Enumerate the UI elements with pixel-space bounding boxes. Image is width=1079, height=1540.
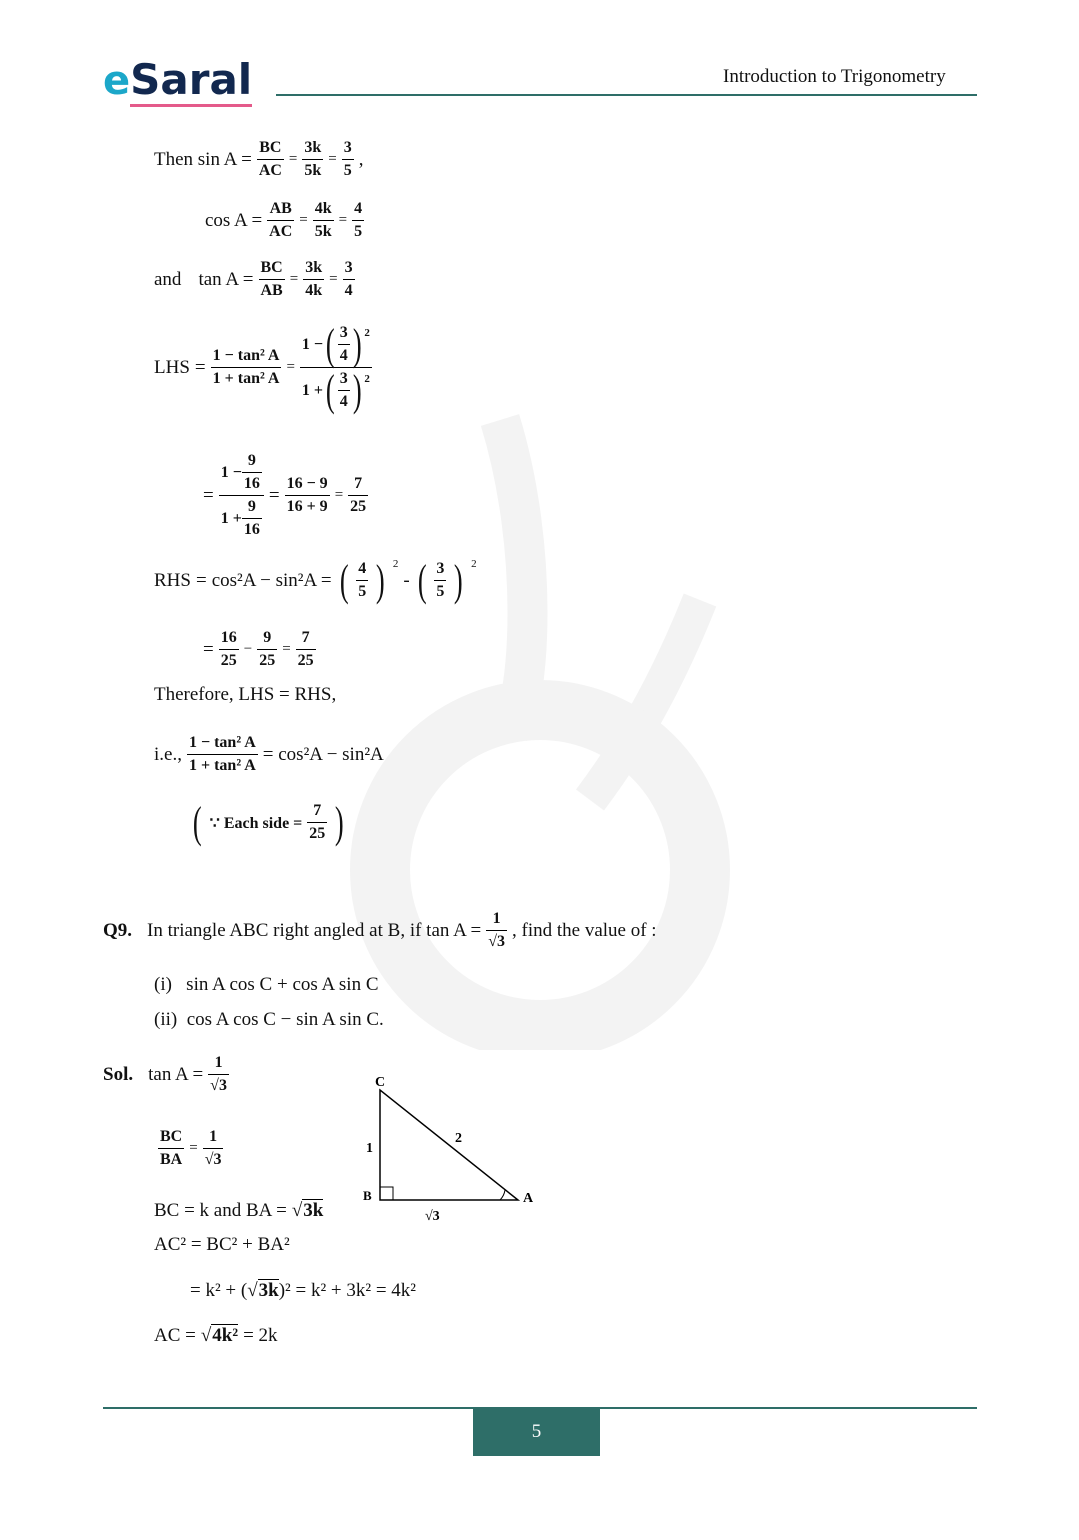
eq-cos-a: cos A = $\frac{AB}{AC}$ = $\frac{4k}{5k}$ = $\frac{4}{5}$ bbox=[205, 200, 363, 240]
therefore-line: Therefore, LHS = RHS, bbox=[154, 684, 337, 705]
eq-identity: i.e., $\frac{\text{1 − tan² A}}{\text{1 + tan² A}}$ = cos²A − sin²A bbox=[154, 734, 384, 774]
sol-line-3: BC = k and BA = √3k bbox=[154, 1200, 324, 1221]
eq-sin-a: Then sin A = $\frac{BC}{AC}$ = $\frac{3k}{5k}$ = $\frac{3}{5}$ , bbox=[154, 139, 364, 179]
sol-ratio: $\frac{BC}{BA}$ = $\frac{1}{√3}$ bbox=[160, 1128, 222, 1168]
svg-text:√3: √3 bbox=[425, 1209, 440, 1224]
svg-text:B: B bbox=[363, 1188, 372, 1203]
q9-part-ii: (ii) cos A cos C − sin A sin C. bbox=[154, 1009, 384, 1030]
logo-hand-icon: e bbox=[103, 58, 131, 104]
sol-tan-a: Sol. tan A = $\frac{1}{√3}$ bbox=[103, 1054, 227, 1094]
eq-lhs: LHS = $\frac{\text{1 − tan² A}}{\text{1 + tan² A}}$ = 1 − ( 3 4 ) $^2$ 1 + ( 3 4 ) $^2$ bbox=[154, 319, 370, 415]
chapter-title: Introduction to Trigonometry bbox=[723, 66, 946, 87]
svg-text:2: 2 bbox=[455, 1131, 462, 1146]
eq-rhs: RHS = cos²A − sin²A = ( 4 5 ) $^2$ - ( 3 5 ) $^2$ bbox=[154, 555, 477, 605]
svg-text:C: C bbox=[375, 1075, 386, 1090]
svg-text:1: 1 bbox=[366, 1141, 373, 1156]
page-number: 5 bbox=[473, 1408, 600, 1456]
sol-line-4: AC² = BC² + BA² bbox=[154, 1234, 290, 1255]
triangle-diagram bbox=[355, 1070, 555, 1230]
sol-line-6: AC = √4k² = 2k bbox=[154, 1325, 278, 1346]
header-rule bbox=[276, 94, 977, 96]
eq-lhs-step: = 1 − $\frac{9}{16}$ 1 + $\frac{9}{16}$ = $\frac{16 - 9}{16 + 9}$ = $\frac{7}{25}$ bbox=[203, 452, 367, 538]
question-9: Q9. In triangle ABC right angled at B, if tan A = $\frac{1}{√3}$ , find the value of : bbox=[103, 910, 657, 950]
q9-part-i: (i) sin A cos C + cos A sin C bbox=[154, 974, 379, 995]
eq-tan-a: and tan A = $\frac{BC}{AB}$ = $\frac{3k}{4k}$ = $\frac{3}{4}$ bbox=[154, 259, 353, 299]
svg-text:A: A bbox=[523, 1191, 534, 1206]
eq-rhs-step: = $\frac{16}{25}$ − $\frac{9}{25}$ = $\frac{7}{25}$ bbox=[203, 629, 314, 669]
sol-line-5: = k² + ( √ 3k )² = k² + 3k² = 4k² bbox=[190, 1279, 416, 1301]
each-side-note: ( ∵ Each side = $\frac{7}{25}$ ) bbox=[192, 797, 345, 847]
logo-text: Saral bbox=[130, 55, 252, 107]
logo bbox=[103, 55, 252, 107]
